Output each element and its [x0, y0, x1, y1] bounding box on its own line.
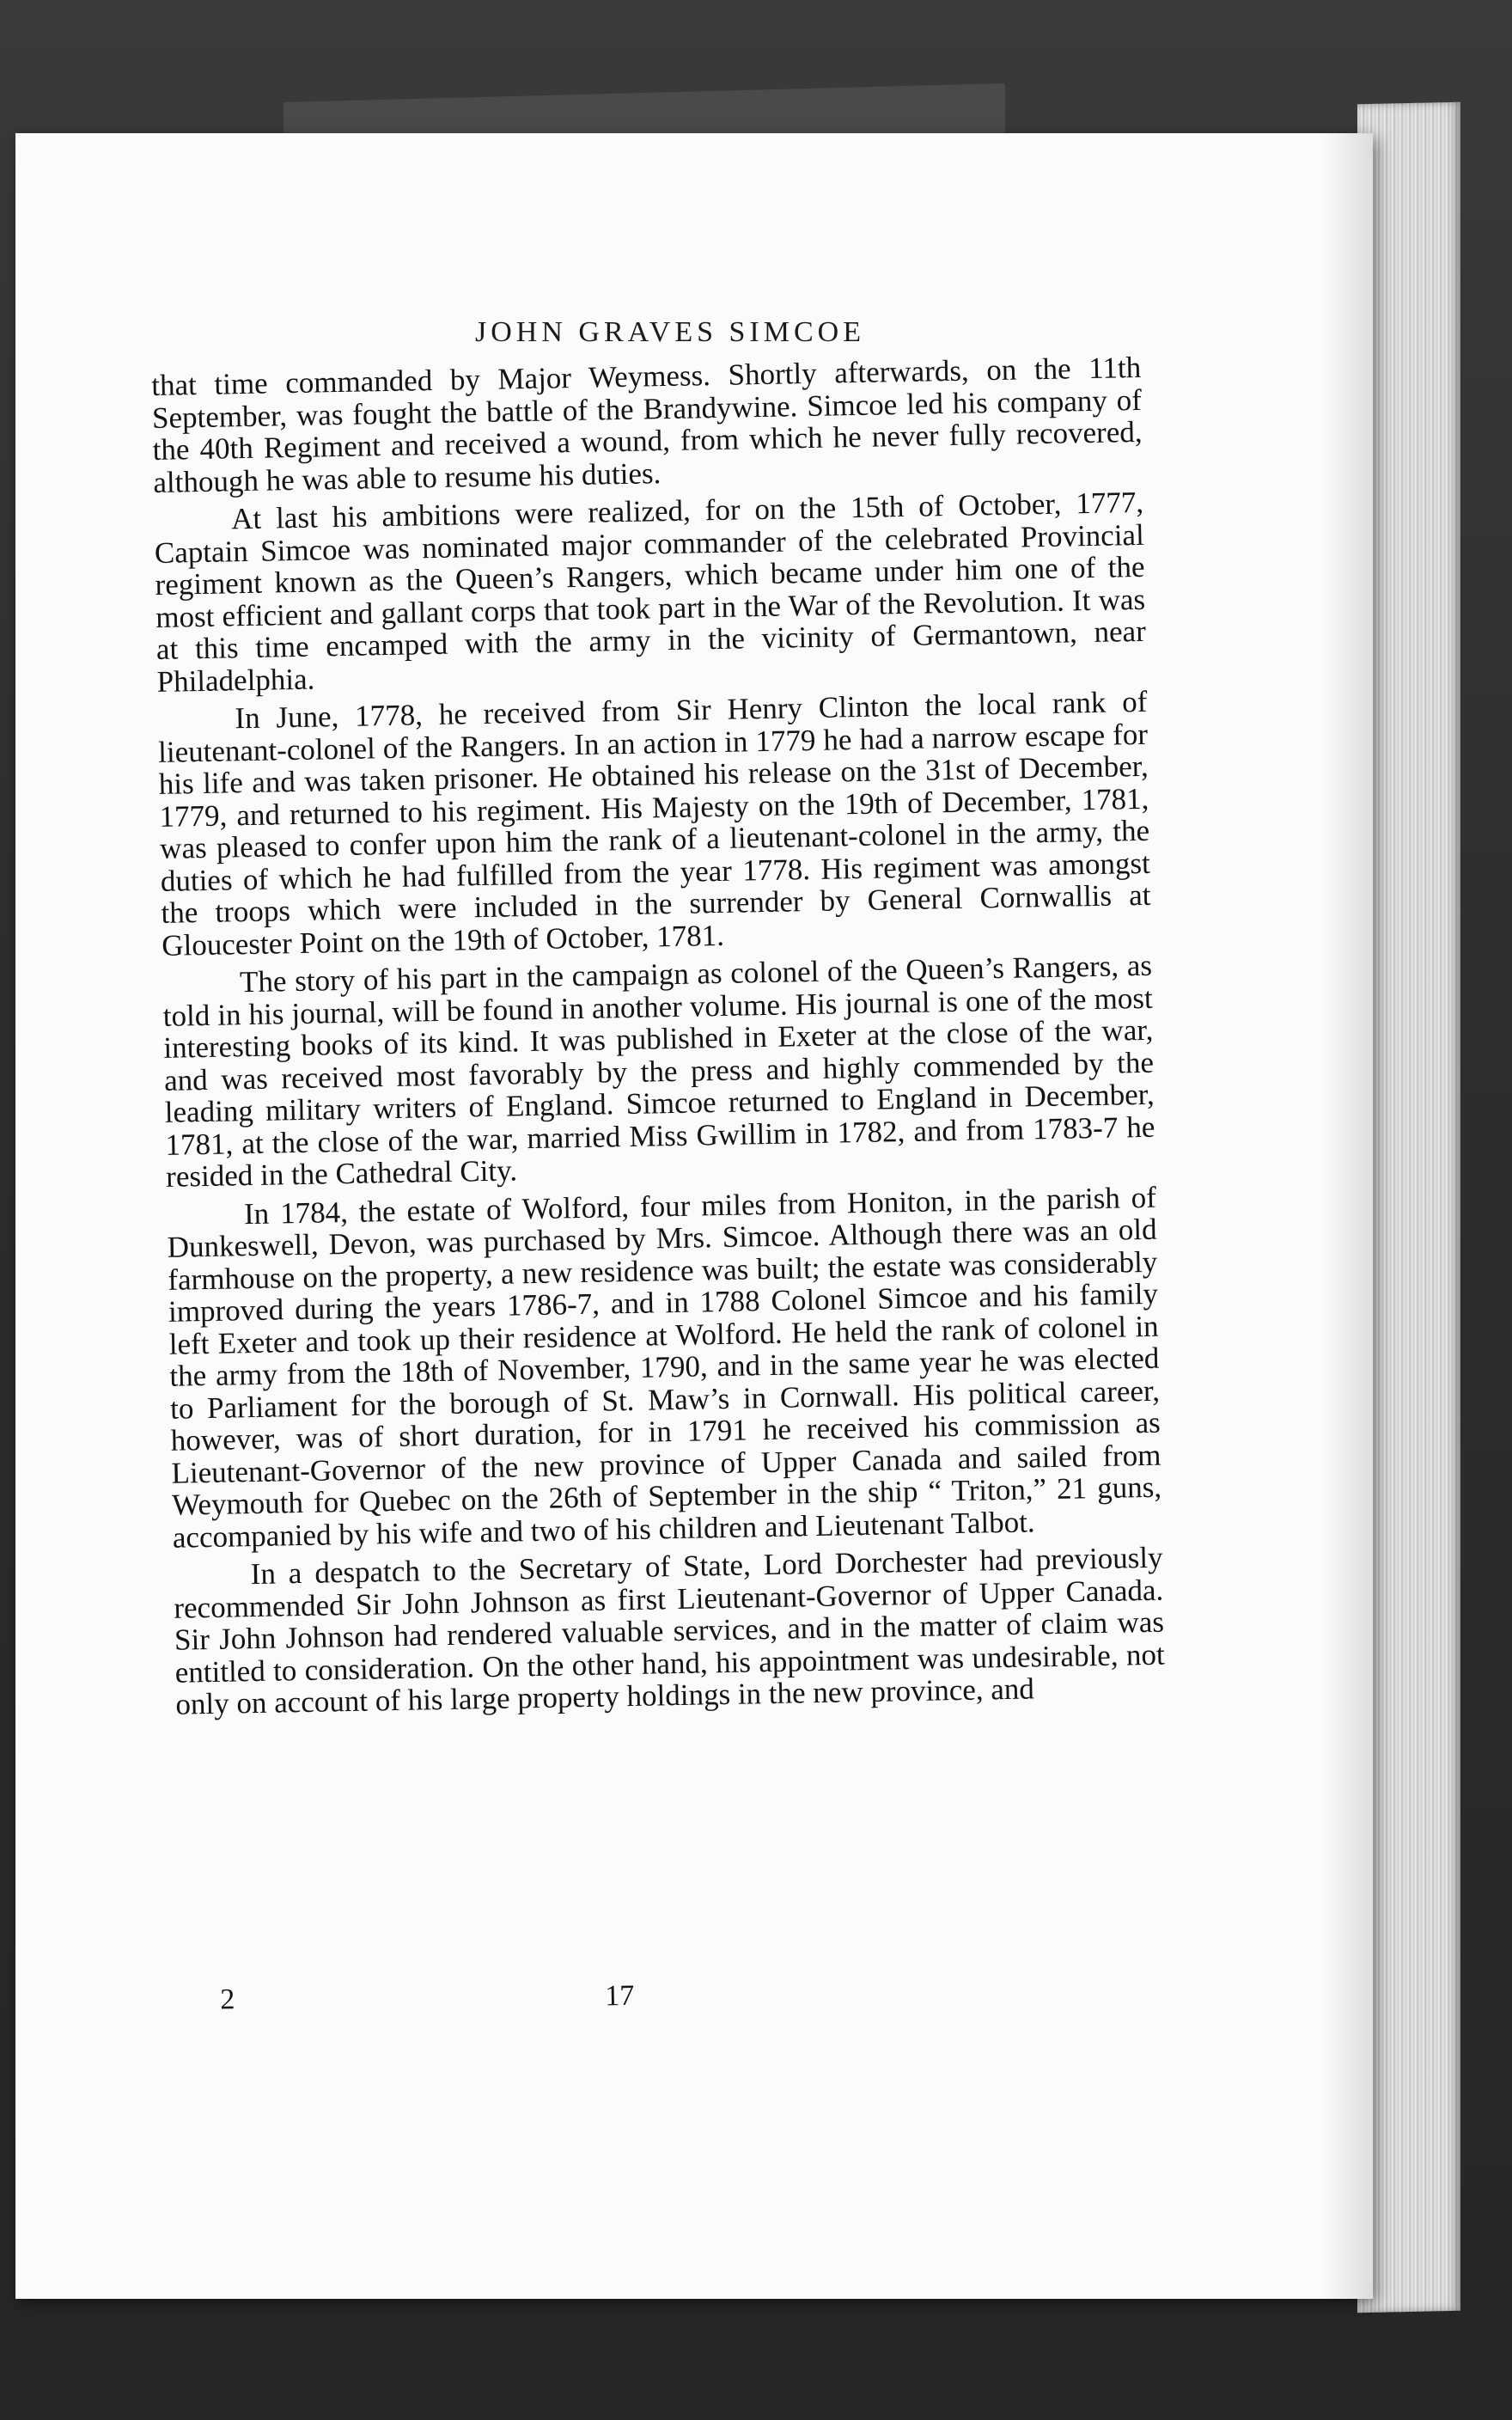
signature-mark: 2	[219, 1983, 235, 2016]
paragraph-5: In 1784, the estate of Wolford, four miles from Honiton, in the parish of Dunkeswell, Devon, was purchased by Mrs. Simcoe. Although there was an old farmhouse on the property, a new residence was built; the estate was considerably improved during the years 1786-7, and in 1788 Colonel Simcoe and his family left Exeter and took up their residence at Wolford. He held the rank of colonel in the army from the 18th of November, 1790, and in the same year he was elected to Parliament for the borough of St. Maw’s in Cornwall. His political career, however, was of short duration, for in 1791 he received his commission as Lieutenant-Governor of the new province of Upper Canada and sailed from Weymouth for Quebec on the 26th of September in the ship “ Triton,” 21 guns, accompanied by his wife and two of his children and Lieutenant Talbot.	[167, 1180, 1162, 1555]
paragraph-6: In a despatch to the Secretary of State, Lord Dorchester had previously recommended Sir John Johnson as first Lieutenant-Governor of Upper Canada. Sir John Johnson had rendered valuable services, and in the matter of claim was entitled to consideration. On the other hand, his appointment was undesirable, not only on account of his large property holdings in the new province, and	[174, 1540, 1165, 1721]
body-text	[151, 351, 1166, 1726]
paragraph-2: At last his ambitions were realized, for on the 15th of October, 1777, Captain Simcoe was nominated major commander of the celebrated Provincial regiment known as the Queen’s Rangers, which became under him one of the most efficient and gallant corps that took part in the War of the Revolution. It was at this time encamped with the army in the vicinity of Germantown, near Philadelphia.	[154, 485, 1147, 699]
paragraph-1: that time commanded by Major Weymess. Shortly afterwards, on the 11th September, was fought the battle of the Brandywine. Simcoe led his company of the 40th Regiment and received a wound, from which he never fully recovered, although he was able to resume his duties.	[150, 350, 1143, 499]
paragraph-4: The story of his part in the campaign as colonel of the Queen’s Rangers, as told in his journal, will be found in another volume. His journal is one of the most interesting books of its kind. It was published in Exeter at the close of the war, and was received most favorably by the press and highly commended by the leading military writers of England. Simcoe returned to England in December, 1781, at the close of the war, married Miss Gwillim in 1782, and from 1783-7 he resided in the Cathedral City.	[162, 948, 1155, 1194]
running-head: JOHN GRAVES SIMCOE	[475, 316, 865, 348]
page-number: 17	[604, 1979, 635, 2013]
paragraph-3: In June, 1778, he received from Sir Henry Clinton the local rank of lieutenant-colonel of the Rangers. In an action in 1779 he had a narrow escape for his life and was taken prisoner. He obtained his release on the 31st of December, 1779, and returned to his regiment. His Majesty on the 19th of December, 1781, was pleased to confer upon him the rank of a lieutenant-colonel in the army, the duties of which he had fulfilled from the year 1778. His regiment was amongst the troops which were included in the surrender by General Cornwallis at Gloucester Point on the 19th of October, 1781.	[157, 684, 1151, 962]
page-edges	[1357, 102, 1460, 2313]
